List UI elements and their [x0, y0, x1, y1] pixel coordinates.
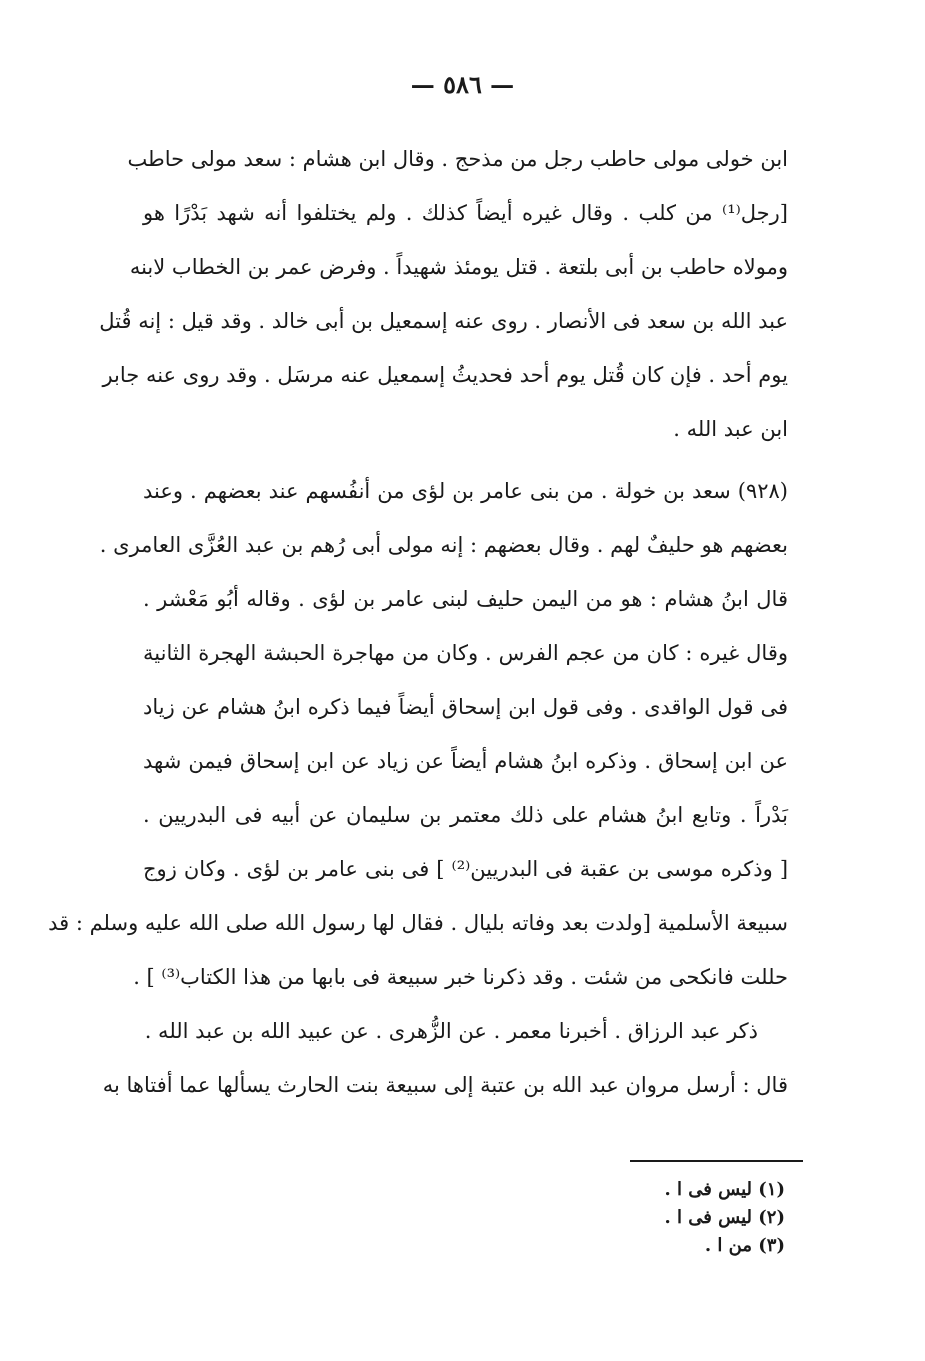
footnote-3: (٣) من ا . [704, 1235, 785, 1256]
text-line: [رجل⁽¹⁾ من كلب . وقال غيره أيضاً كذلك . ولم يختلفوا أنه شهد بَدْرًا هو [143, 201, 788, 225]
footnotes [664, 1176, 785, 1260]
text-line: فى قول الواقدى . وفى قول ابن إسحاق أيضاً فيما ذكره ابنُ هشام عن زياد [143, 695, 788, 719]
text-line: قال ابنُ هشام : هو من اليمن حليف لبنى عامر بن لؤى . وقاله أبُو مَعْشر . [143, 587, 788, 611]
text-line: ابن عبد الله . [673, 417, 788, 441]
footnote-1: (١) ليس فى ا . [664, 1179, 785, 1200]
text-line: [ وذكره موسى بن عقبة فى البدريين⁽²⁾ ] فى بنى عامر بن لؤى . وكان زوج [143, 857, 789, 881]
footnote-2: (٢) ليس فى ا . [664, 1207, 785, 1228]
text-line: بعضهم هو حليفٌ لهم . وقال بعضهم : إنه مولى أبى رُهم بن عبد العُزَّى العامرى . [99, 533, 788, 557]
text-line: سبيعة الأسلمية [ولدت بعد وفاته بليال . فقال لها رسول الله صلى الله عليه وسلم : قد [48, 911, 788, 935]
text-line: ومولاه حاطب بن أبى بلتعة . قتل يومئذ شهيداً . وفرض عمر بن الخطاب لابنه [129, 255, 788, 279]
footnote-divider [630, 1160, 803, 1162]
text-line: ابن خولى مولى حاطب رجل من مذحج . وقال ابن هشام : سعد مولى حاطب [127, 147, 788, 171]
text-line: وقال غيره : كان من عجم الفرس . وكان من مهاجرة الحبشة الهجرة الثانية [143, 641, 788, 665]
text-line: قال : أرسل مروان عبد الله بن عتبة إلى سبيعة بنت الحارث يسألها عما أفتاها به [102, 1073, 788, 1097]
body-text [48, 132, 789, 1112]
text-line: (٩٢٨) سعد بن خولة . من بنى عامر بن لؤى من أنفُسهم عند بعضهم . وعند [143, 479, 788, 503]
text-line: عبد الله بن سعد فى الأنصار . روى عنه إسمعيل بن أبى خالد . وقد قيل : إنه قُتل [99, 309, 788, 333]
text-line: يوم أحد . فإن كان قُتل يوم أحد فحديثُ إسمعيل عنه مرسَل . وقد روى عنه جابر [102, 363, 788, 387]
page-number: — ٥٨٦ — [410, 70, 515, 99]
text-line: حللت فانكحى من شئت . وقد ذكرنا خبر سبيعة فى بابها من هذا الكتاب⁽³⁾ ] . [133, 965, 788, 989]
text-line: عن ابن إسحاق . وذكره ابنُ هشام أيضاً عن زياد عن ابن إسحاق فيمن شهد [143, 749, 788, 773]
text-line: بَدْراً . وتابع ابنُ هشام على ذلك معتمر بن سليمان عن أبيه فى البدريين . [143, 803, 788, 827]
text-line: ذكر عبد الرزاق . أخبرنا معمر . عن الزُّهرى . عن عبيد الله بن عبد الله . [144, 1019, 758, 1043]
